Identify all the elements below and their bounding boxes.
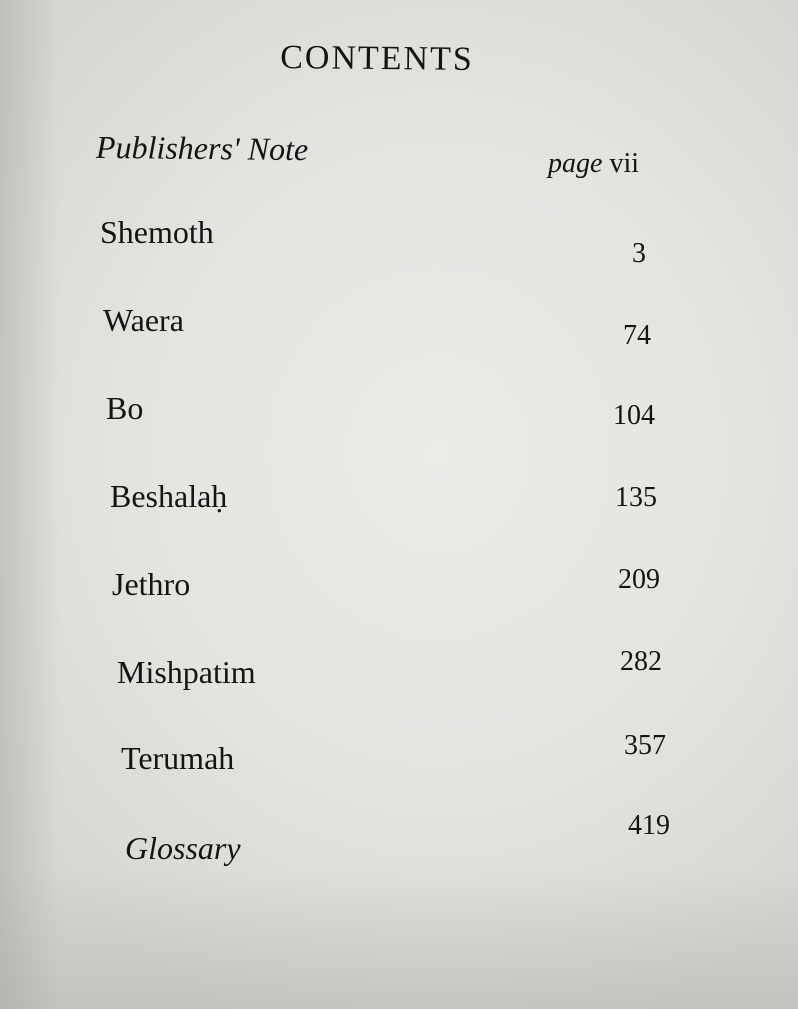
- toc-entry-title-publishers-note: Publishers' Note: [95, 128, 309, 168]
- page-prefix-label: page: [548, 148, 603, 179]
- toc-entry-page-glossary: 419: [628, 810, 670, 841]
- page-bottom-shadow: [0, 869, 798, 1009]
- page-number: vii: [609, 148, 639, 179]
- toc-entry-page-publishers-note: [548, 148, 639, 180]
- toc-entry-title-glossary: Glossary: [125, 830, 241, 866]
- toc-entry-title-terumah: Terumah: [121, 740, 235, 776]
- toc-entry-title-shemoth: Shemoth: [100, 214, 214, 250]
- toc-entry-page-jethro: 209: [618, 564, 660, 595]
- contents-heading: CONTENTS: [280, 38, 474, 79]
- toc-entry-page-shemoth: 3: [632, 238, 646, 269]
- page-edge-shadow: [0, 0, 60, 1009]
- toc-entry-page-terumah: 357: [624, 730, 666, 761]
- toc-entry-title-bo: Bo: [106, 390, 144, 426]
- toc-entry-page-bo: 104: [613, 400, 655, 431]
- toc-entry-title-mishpatim: Mishpatim: [117, 654, 256, 690]
- toc-entry-page-mishpatim: 282: [620, 646, 662, 677]
- toc-entry-page-waera: 74: [623, 320, 651, 351]
- toc-entry-page-beshalah: 135: [615, 482, 657, 513]
- toc-entry-title-jethro: Jethro: [112, 566, 191, 602]
- toc-entry-title-waera: Waera: [103, 302, 184, 338]
- toc-entry-title-beshalah: Beshalaḥ: [110, 478, 228, 514]
